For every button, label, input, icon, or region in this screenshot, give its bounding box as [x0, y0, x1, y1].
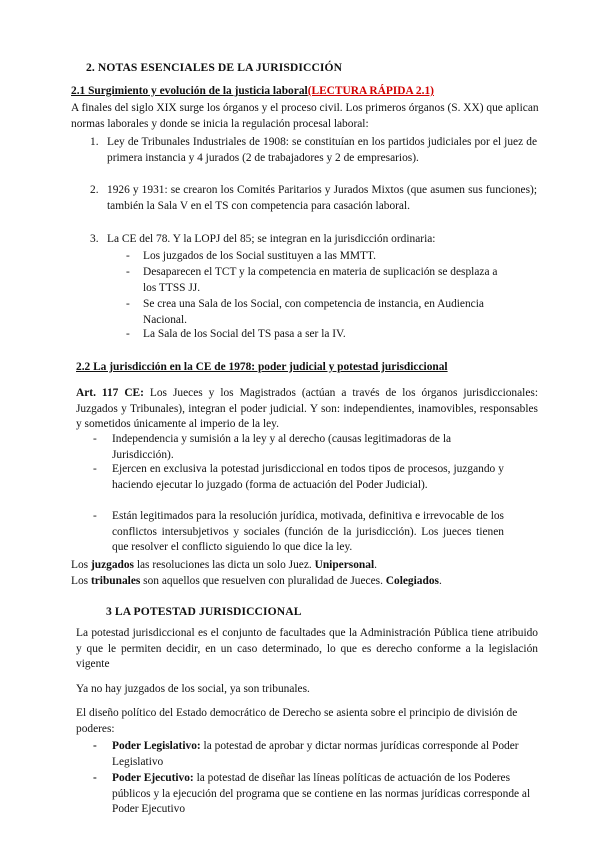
subsection-2-1-title-text: 2.1 Surgimiento y evolución de la justicia laboral — [71, 85, 308, 97]
tribunales-tag: Colegiados — [385, 575, 439, 587]
article-117-paragraph — [76, 386, 538, 433]
list-number: 1. — [90, 136, 99, 148]
juzgados-pre: Los — [71, 559, 91, 571]
juzgados-tag: Unipersonal — [314, 559, 375, 571]
tribunales-mid: son aquellos que resuelven con pluralidad de Jueces. — [140, 575, 386, 587]
subitem-1: Los juzgados de los Social sustituyen a las MMTT. — [143, 250, 376, 262]
subsection-2-1-title — [71, 84, 571, 100]
bullet-marker: - — [93, 740, 97, 752]
power-ejecutivo — [112, 771, 532, 818]
section-3-heading: 3 LA POTESTAD JURISDICCIONAL — [106, 605, 302, 618]
dash-marker: - — [93, 463, 97, 475]
dash-marker: - — [93, 433, 97, 445]
numbered-item-3: La CE del 78. Y la LOPJ del 85; se integran en la jurisdicción ordinaria: — [107, 233, 436, 245]
dash-marker: - — [126, 266, 130, 278]
numbered-item-1: Ley de Tribunales Industriales de 1908: se constituían en los partidos judiciales por el juez de primera instancia y 4 jurados (2 de trabajadores y 2 de empresarios). — [107, 136, 537, 164]
article-label: Art. 117 CE: — [76, 387, 144, 399]
list-number: 3. — [90, 233, 99, 245]
bullet-3: Están legitimados para la resolución jurídica, motivada, definitiva e irrevocable de los conflictos intersubjetivos y sociales (función de la jurisdicción). Los jueces tienen que resolver el conflicto siguiendo lo que dice la ley. — [112, 510, 504, 553]
power-ejecutivo-text: la potestad de diseñar las líneas políticas de actuación de los Poderes públicos y la ejecución del programa que se contiene en las normas jurídicas corresponde al Poder Ejecutivo — [112, 772, 531, 815]
subitem-4: La Sala de los Social del TS pasa a ser la IV. — [143, 328, 346, 340]
juzgados-mid: las resoluciones las dicta un solo Juez. — [133, 559, 315, 571]
juzgados-end: . — [374, 559, 377, 571]
bullet-2: Ejercen en exclusiva la potestad jurisdiccional en todos tipos de procesos, juzgando y haciendo ejecutar lo juzgado (forma de actuación del Poder Judicial). — [112, 463, 504, 491]
numbered-item-2: 1926 y 1931: se crearon los Comités Paritarios y Jurados Mixtos (que asumen sus funciones); también la Sala V en el TS con competencia para casación laboral. — [107, 184, 537, 212]
power-legislativo-text: la potestad de aprobar y dictar normas jurídicas corresponde al Poder Legislativo — [112, 740, 519, 768]
subitem-3: Se crea una Sala de los Social, con competencia de instancia, en Audiencia Nacional. — [143, 298, 484, 326]
section-3-paragraph-2: Ya no hay juzgados de los social, ya son tribunales. — [76, 683, 310, 695]
dash-marker: - — [93, 510, 97, 522]
list-number: 2. — [90, 184, 99, 196]
dash-marker: - — [126, 250, 130, 262]
power-legislativo-label: Poder Legislativo: — [112, 740, 201, 752]
subsection-2-2-title: 2.2 La jurisdicción en la CE de 1978: poder judicial y potestad jurisdiccional — [76, 361, 448, 373]
dash-marker: - — [126, 298, 130, 310]
tribunales-definition — [71, 574, 551, 590]
tribunales-pre: Los — [71, 575, 91, 587]
section-3-paragraph-1: La potestad jurisdiccional es el conjunto de facultades que la Administración Pública tiene atribuido y que le permiten decidir, en un caso determinado, lo que es derecho conforme a la legislación vigente — [76, 627, 538, 670]
power-legislativo — [112, 739, 532, 770]
lectura-rapida-link[interactable]: (LECTURA RÁPIDA 2.1) — [307, 85, 434, 97]
juzgados-term: juzgados — [90, 559, 134, 571]
tribunales-term: tribunales — [90, 575, 141, 587]
bullet-marker: - — [93, 772, 97, 784]
dash-marker: - — [126, 328, 130, 340]
juzgados-definition — [71, 558, 551, 574]
subsection-2-1-intro: A finales del siglo XIX surge los órganos y el proceso civil. Los primeros órganos (S. XX) que aplican normas laborales y donde se inicia la regulación procesal laboral: — [71, 102, 539, 130]
tribunales-end: . — [438, 575, 442, 587]
bullet-1: Independencia y sumisión a la ley y al derecho (causas legitimadoras de la Jurisdicción). — [112, 433, 452, 461]
section-3-paragraph-3: El diseño político del Estado democrático de Derecho se asienta sobre el principio de división de poderes: — [76, 707, 518, 735]
article-text: Los Jueces y los Magistrados (actúan a través de los órganos jurisdiccionales: Juzgados y Tribunales), integran el poder judicial. Y son: independientes, inamovibles, responsables y sometidos únicamente al imperio de la ley. — [76, 387, 538, 430]
section-2-heading: 2. NOTAS ESENCIALES DE LA JURISDICCIÓN — [86, 61, 343, 74]
subitem-2: Desaparecen el TCT y la competencia en materia de suplicación se desplaza a los TTSS JJ. — [143, 266, 498, 294]
power-ejecutivo-label: Poder Ejecutivo: — [112, 772, 194, 784]
